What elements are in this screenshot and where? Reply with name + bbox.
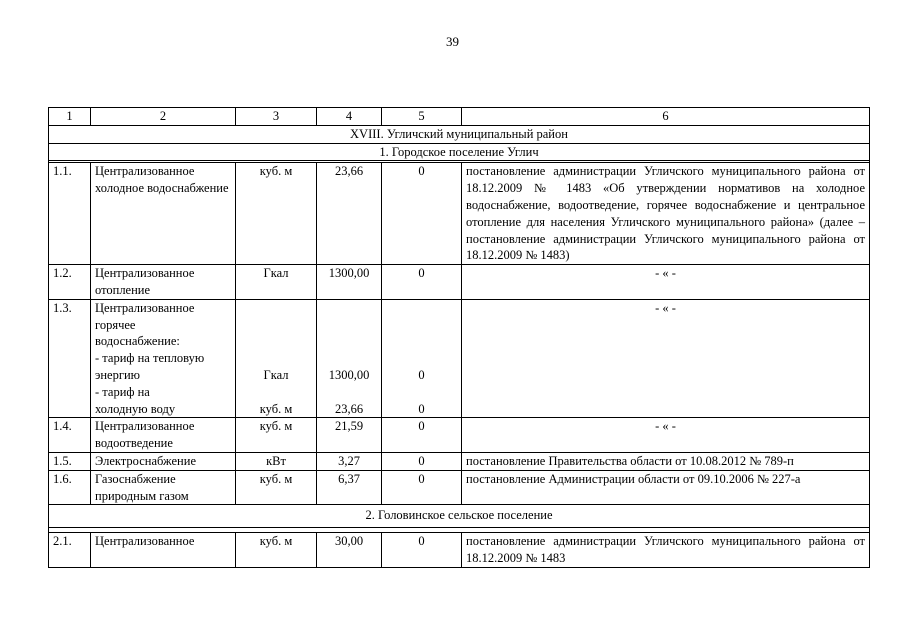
service-name: Централизованное водоотведение xyxy=(91,418,236,453)
unit xyxy=(236,299,317,418)
service-name: Централизованное xyxy=(91,533,236,568)
norm-value: 23,66 xyxy=(317,163,382,265)
legal-basis: - « - xyxy=(462,265,870,300)
service-name-line: Централизованное xyxy=(95,300,195,315)
unit: Гкал xyxy=(236,265,317,300)
column-header: 3 xyxy=(236,108,317,126)
norm-value: 1300,00 xyxy=(317,265,382,300)
service-name-line: - тариф на xyxy=(95,384,150,399)
table-row xyxy=(49,418,870,453)
unit: куб. м xyxy=(236,470,317,505)
column-5-value: 0 xyxy=(382,470,462,505)
row-number: 1.5. xyxy=(49,452,91,470)
legal-basis: - « - xyxy=(462,299,870,418)
section-title-row xyxy=(49,125,870,143)
row-number: 2.1. xyxy=(49,533,91,568)
unit: куб. м xyxy=(236,163,317,265)
legal-basis: - « - xyxy=(462,418,870,453)
norm-value-water: 23,66 xyxy=(334,401,364,416)
legal-basis: постановление администрации Угличского муниципального района от 18.12.2009 № 1483 xyxy=(462,533,870,568)
column-5-value: 0 xyxy=(382,265,462,300)
column-header: 4 xyxy=(317,108,382,126)
column-5-value: 0 xyxy=(382,452,462,470)
column-header: 6 xyxy=(462,108,870,126)
subsection-title: 1. Городское поселение Углич xyxy=(49,143,870,161)
unit: куб. м xyxy=(236,533,317,568)
service-name xyxy=(91,299,236,418)
service-name-line: водоснабжение: xyxy=(95,334,180,349)
subsection-title-row xyxy=(49,143,870,161)
column-5-value: 0 xyxy=(382,533,462,568)
service-name: Газоснабжение природным газом xyxy=(91,470,236,505)
norm-value-heat: 1300,00 xyxy=(328,367,370,382)
column-header-row xyxy=(49,108,870,126)
column-5-water: 0 xyxy=(418,401,425,416)
norm-value: 3,27 xyxy=(317,452,382,470)
subsection-title-row xyxy=(49,505,870,528)
unit: куб. м xyxy=(236,418,317,453)
norm-value: 30,00 xyxy=(317,533,382,568)
unit-water: куб. м xyxy=(259,401,293,416)
column-5-heat: 0 xyxy=(418,367,425,382)
table-row xyxy=(49,470,870,505)
table-row xyxy=(49,452,870,470)
row-number: 1.3. xyxy=(49,299,91,418)
row-number: 1.2. xyxy=(49,265,91,300)
column-5-value: 0 xyxy=(382,418,462,453)
table-row xyxy=(49,163,870,265)
column-5-value: 0 xyxy=(382,163,462,265)
row-number: 1.4. xyxy=(49,418,91,453)
table-row xyxy=(49,299,870,418)
service-name: Централизованное отопление xyxy=(91,265,236,300)
service-name-line: холодную воду xyxy=(95,401,176,416)
service-name: Электроснабжение xyxy=(91,452,236,470)
service-name-line: энергию xyxy=(95,367,141,382)
norm-value: 21,59 xyxy=(317,418,382,453)
norms-table xyxy=(48,107,870,568)
row-number: 1.6. xyxy=(49,470,91,505)
service-name: Централизованное холодное водоснабжение xyxy=(91,163,236,265)
column-5-value xyxy=(382,299,462,418)
column-header: 5 xyxy=(382,108,462,126)
section-title: XVIII. Угличский муниципальный район xyxy=(49,125,870,143)
column-header: 2 xyxy=(91,108,236,126)
column-header: 1 xyxy=(49,108,91,126)
norm-value: 6,37 xyxy=(317,470,382,505)
legal-basis: постановление Правительства области от 10.08.2012 № 789-п xyxy=(462,452,870,470)
legal-basis: постановление Администрации области от 09.10.2006 № 227-а xyxy=(462,470,870,505)
service-name-line: - тариф на тепловую xyxy=(95,351,205,366)
service-name-line: горячее xyxy=(95,317,136,332)
page-number: 39 xyxy=(446,34,459,49)
norm-value xyxy=(317,299,382,418)
subsection-title: 2. Головинское сельское поселение xyxy=(49,505,870,528)
legal-basis: постановление администрации Угличского муниципального района от 18.12.2009 № 1483 «Об утверждении нормативов на холодное водоснабжение, водоотведение, горячее водоснабжение и центральное отопление для населения Угличского муниципального района» (далее – постановление администрации Угличского муниципального района от 18.12.2009 № 1483) xyxy=(462,163,870,265)
unit: кВт xyxy=(236,452,317,470)
table-row xyxy=(49,533,870,568)
row-number: 1.1. xyxy=(49,163,91,265)
unit-heat: Гкал xyxy=(263,367,289,382)
table-row xyxy=(49,265,870,300)
